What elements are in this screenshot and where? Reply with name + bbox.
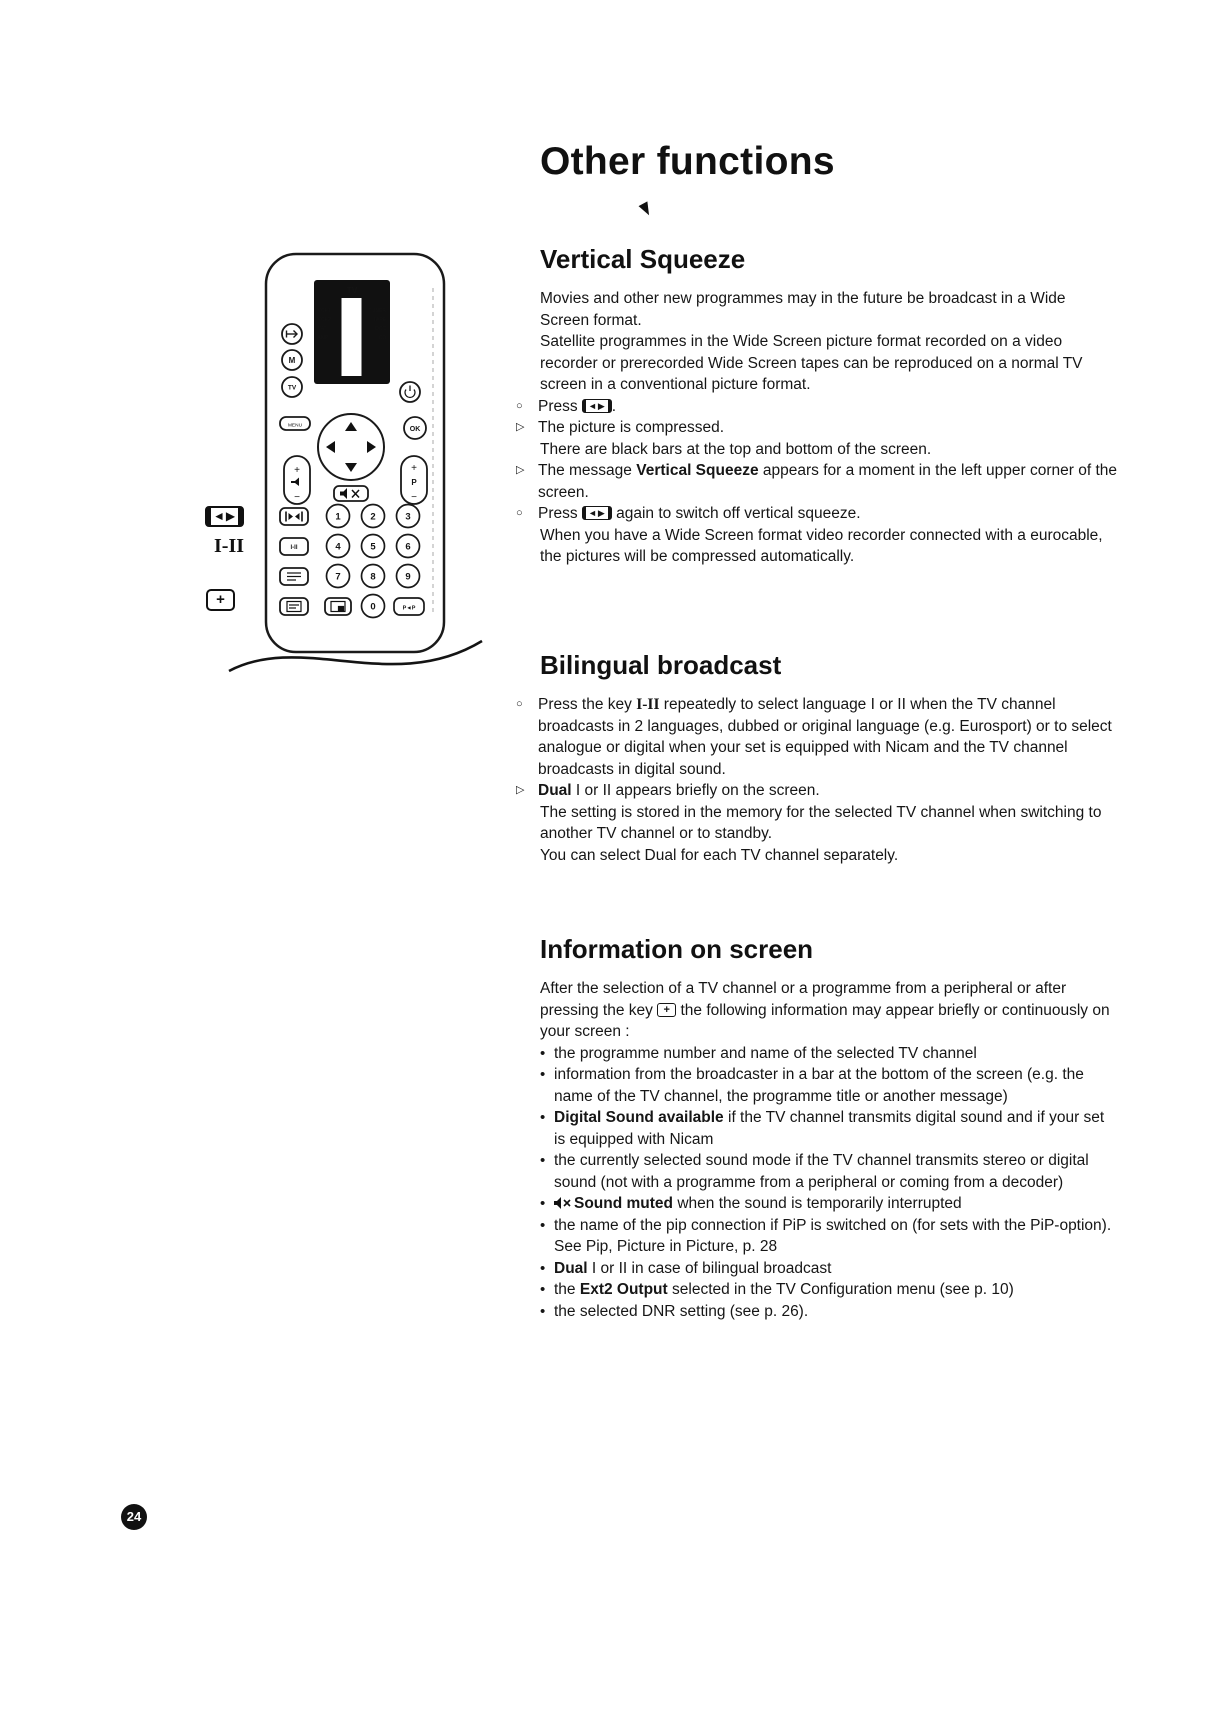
svg-text:MENU: MENU — [287, 423, 303, 429]
list-item: • information from the broadcaster in a bar at the bottom of the screen (e.g. the name of the TV channel, the programme title or another message) — [540, 1066, 1084, 1105]
bullet-marker: • — [540, 1152, 546, 1169]
svg-text:P◄P: P◄P — [402, 605, 416, 612]
svg-text:4: 4 — [335, 541, 341, 553]
bullet-marker: • — [540, 1109, 546, 1126]
continuation: When you have a Wide Screen format video recorder connected with a eurocable, the pictures will be compressed automatically. — [540, 526, 1103, 565]
bullet-marker: • — [540, 1259, 546, 1277]
section-bilingual-broadcast — [516, 650, 1118, 866]
list-item: • the currently selected sound mode if the TV channel transmits stereo or digital sound (not with a programme from a peripheral or coming from a decoder) — [540, 1152, 1089, 1191]
paragraph: After the selection of a TV channel or a programme from a peripheral or after pressing the key + the following information may appear briefly or continuously on your screen : — [540, 980, 1110, 1040]
svg-text:7: 7 — [335, 571, 341, 583]
teletext-key — [280, 598, 308, 615]
dual-key-label: I-II — [636, 696, 660, 713]
bullet-marker: • — [540, 1302, 546, 1320]
instruction-item: ○ Press the key I-II repeatedly to select language I or II when the TV channel broadcasts in 2 languages, dubbed or original language (e.g. Eurosport) or to select analogue or digital when your set is equipped with Nicam and the TV channel broadcasts in digital sound. — [516, 696, 1112, 778]
widescreen-key-icon: ◄▶ — [582, 399, 612, 413]
bullet-marker: • — [540, 1066, 546, 1083]
svg-text:+: + — [411, 463, 417, 474]
svg-text:2: 2 — [370, 511, 376, 523]
triangle-marker: ▷ — [516, 784, 525, 796]
result-item: ▷ The message Vertical Squeeze appears for a moment in the left upper corner of the screen. — [516, 462, 1117, 501]
mute-key — [334, 486, 368, 501]
section-information-on-screen — [540, 934, 1118, 1322]
svg-text:I-II: I-II — [290, 545, 298, 551]
widescreen-key-icon: ◄▶ — [205, 506, 244, 527]
remote-display — [314, 280, 390, 384]
svg-text:0: 0 — [370, 601, 376, 613]
svg-text:SAT: SAT — [317, 326, 327, 332]
svg-text:3: 3 — [405, 511, 411, 523]
remote-control-illustration — [228, 240, 483, 710]
svg-text:TV: TV — [346, 285, 358, 295]
programme-rocker — [401, 456, 427, 504]
cursor-pad — [318, 414, 384, 480]
instruction-item: ○ Press ◄▶ again to switch off vertical squeeze. — [540, 503, 1118, 525]
svg-text:AMP: AMP — [317, 335, 329, 341]
bullet-marker: • — [540, 1216, 546, 1234]
circle-marker: ○ — [516, 399, 523, 412]
page-title: Other functions — [540, 140, 835, 183]
result-item: ▷ The picture is compressed. — [540, 417, 1118, 439]
svg-text:DCC: DCC — [375, 326, 386, 332]
svg-text:5: 5 — [370, 541, 376, 553]
svg-text:OK: OK — [409, 426, 421, 433]
list-item: • the Ext2 Output selected in the TV Configuration menu (see p. 10) — [540, 1279, 1118, 1301]
list-item: • Digital Sound available if the TV channel transmits digital sound and if your set is equipped with Nicam — [540, 1109, 1105, 1148]
svg-text:TAPE: TAPE — [373, 317, 386, 323]
bullet-marker: • — [540, 1281, 546, 1298]
bullet-marker: • — [540, 1044, 546, 1062]
continuation: There are black bars at the top and bottom of the screen. — [540, 440, 932, 458]
svg-text:VCR2: VCR2 — [317, 317, 331, 323]
svg-text:−: − — [294, 492, 300, 503]
svg-text:1: 1 — [335, 511, 341, 523]
result-item: ▷ Dual I or II appears briefly on the screen. — [540, 780, 1118, 802]
info-key-icon: + — [657, 1003, 676, 1017]
svg-text:CD: CD — [378, 335, 386, 341]
section-heading: Bilingual broadcast — [540, 650, 782, 680]
dual-key-label: I-II — [214, 535, 245, 557]
paragraph: Satellite programmes in the Wide Screen picture format recorded on a video recorder or prerecorded Wide Screen tapes can be reproduced on a normal TV screen in a conventional picture format. — [540, 333, 1083, 393]
sound-muted-icon — [554, 1197, 571, 1209]
triangle-marker: ▷ — [516, 464, 525, 476]
svg-text:TUNER: TUNER — [368, 308, 386, 314]
section-vertical-squeeze — [516, 244, 1118, 568]
widescreen-key-icon: ◄▶ — [582, 506, 612, 520]
volume-rocker — [284, 456, 310, 504]
circle-marker: ○ — [516, 698, 523, 710]
pointer-mark — [639, 201, 654, 217]
continuation: The setting is stored in the memory for the selected TV channel when switching to another TV channel or to standby. — [540, 803, 1102, 842]
paragraph: Movies and other new programmes may in the future be broadcast in a Wide Screen format. — [540, 290, 1066, 329]
triangle-marker: ▷ — [516, 421, 525, 433]
svg-text:TV: TV — [287, 384, 297, 392]
circle-marker: ○ — [516, 507, 523, 519]
svg-text:P: P — [411, 478, 417, 487]
svg-text:9: 9 — [405, 571, 411, 583]
list-item: • the name of the pip connection if PiP is switched on (for sets with the PiP-option). See Pip, Picture in Picture, p. 28 — [540, 1216, 1112, 1255]
svg-text:6: 6 — [405, 541, 411, 553]
continuation: You can select Dual for each TV channel separately. — [540, 846, 899, 864]
info-key-icon: + — [206, 589, 235, 611]
section-heading: Vertical Squeeze — [540, 244, 746, 274]
list-item: • Dual I or II in case of bilingual broadcast — [540, 1258, 1118, 1280]
widescreen-key — [280, 508, 308, 525]
page-number-badge: 24 — [121, 1504, 147, 1530]
instruction-item: ○ Press ◄▶ . — [540, 396, 1118, 418]
svg-text:VCR1: VCR1 — [317, 308, 331, 314]
power-key — [400, 382, 420, 402]
list-item: • the programme number and name of the selected TV channel — [540, 1043, 1118, 1065]
section-heading: Information on screen — [540, 934, 814, 964]
svg-text:+: + — [294, 465, 300, 476]
bullet-marker: • — [540, 1195, 546, 1212]
list-item: • Sound muted when the sound is temporarily interrupted — [540, 1193, 1118, 1215]
svg-text:−: − — [411, 492, 417, 503]
svg-text:M: M — [288, 356, 296, 366]
list-item: • the selected DNR setting (see p. 26). — [540, 1301, 1118, 1323]
svg-text:8: 8 — [370, 571, 376, 583]
